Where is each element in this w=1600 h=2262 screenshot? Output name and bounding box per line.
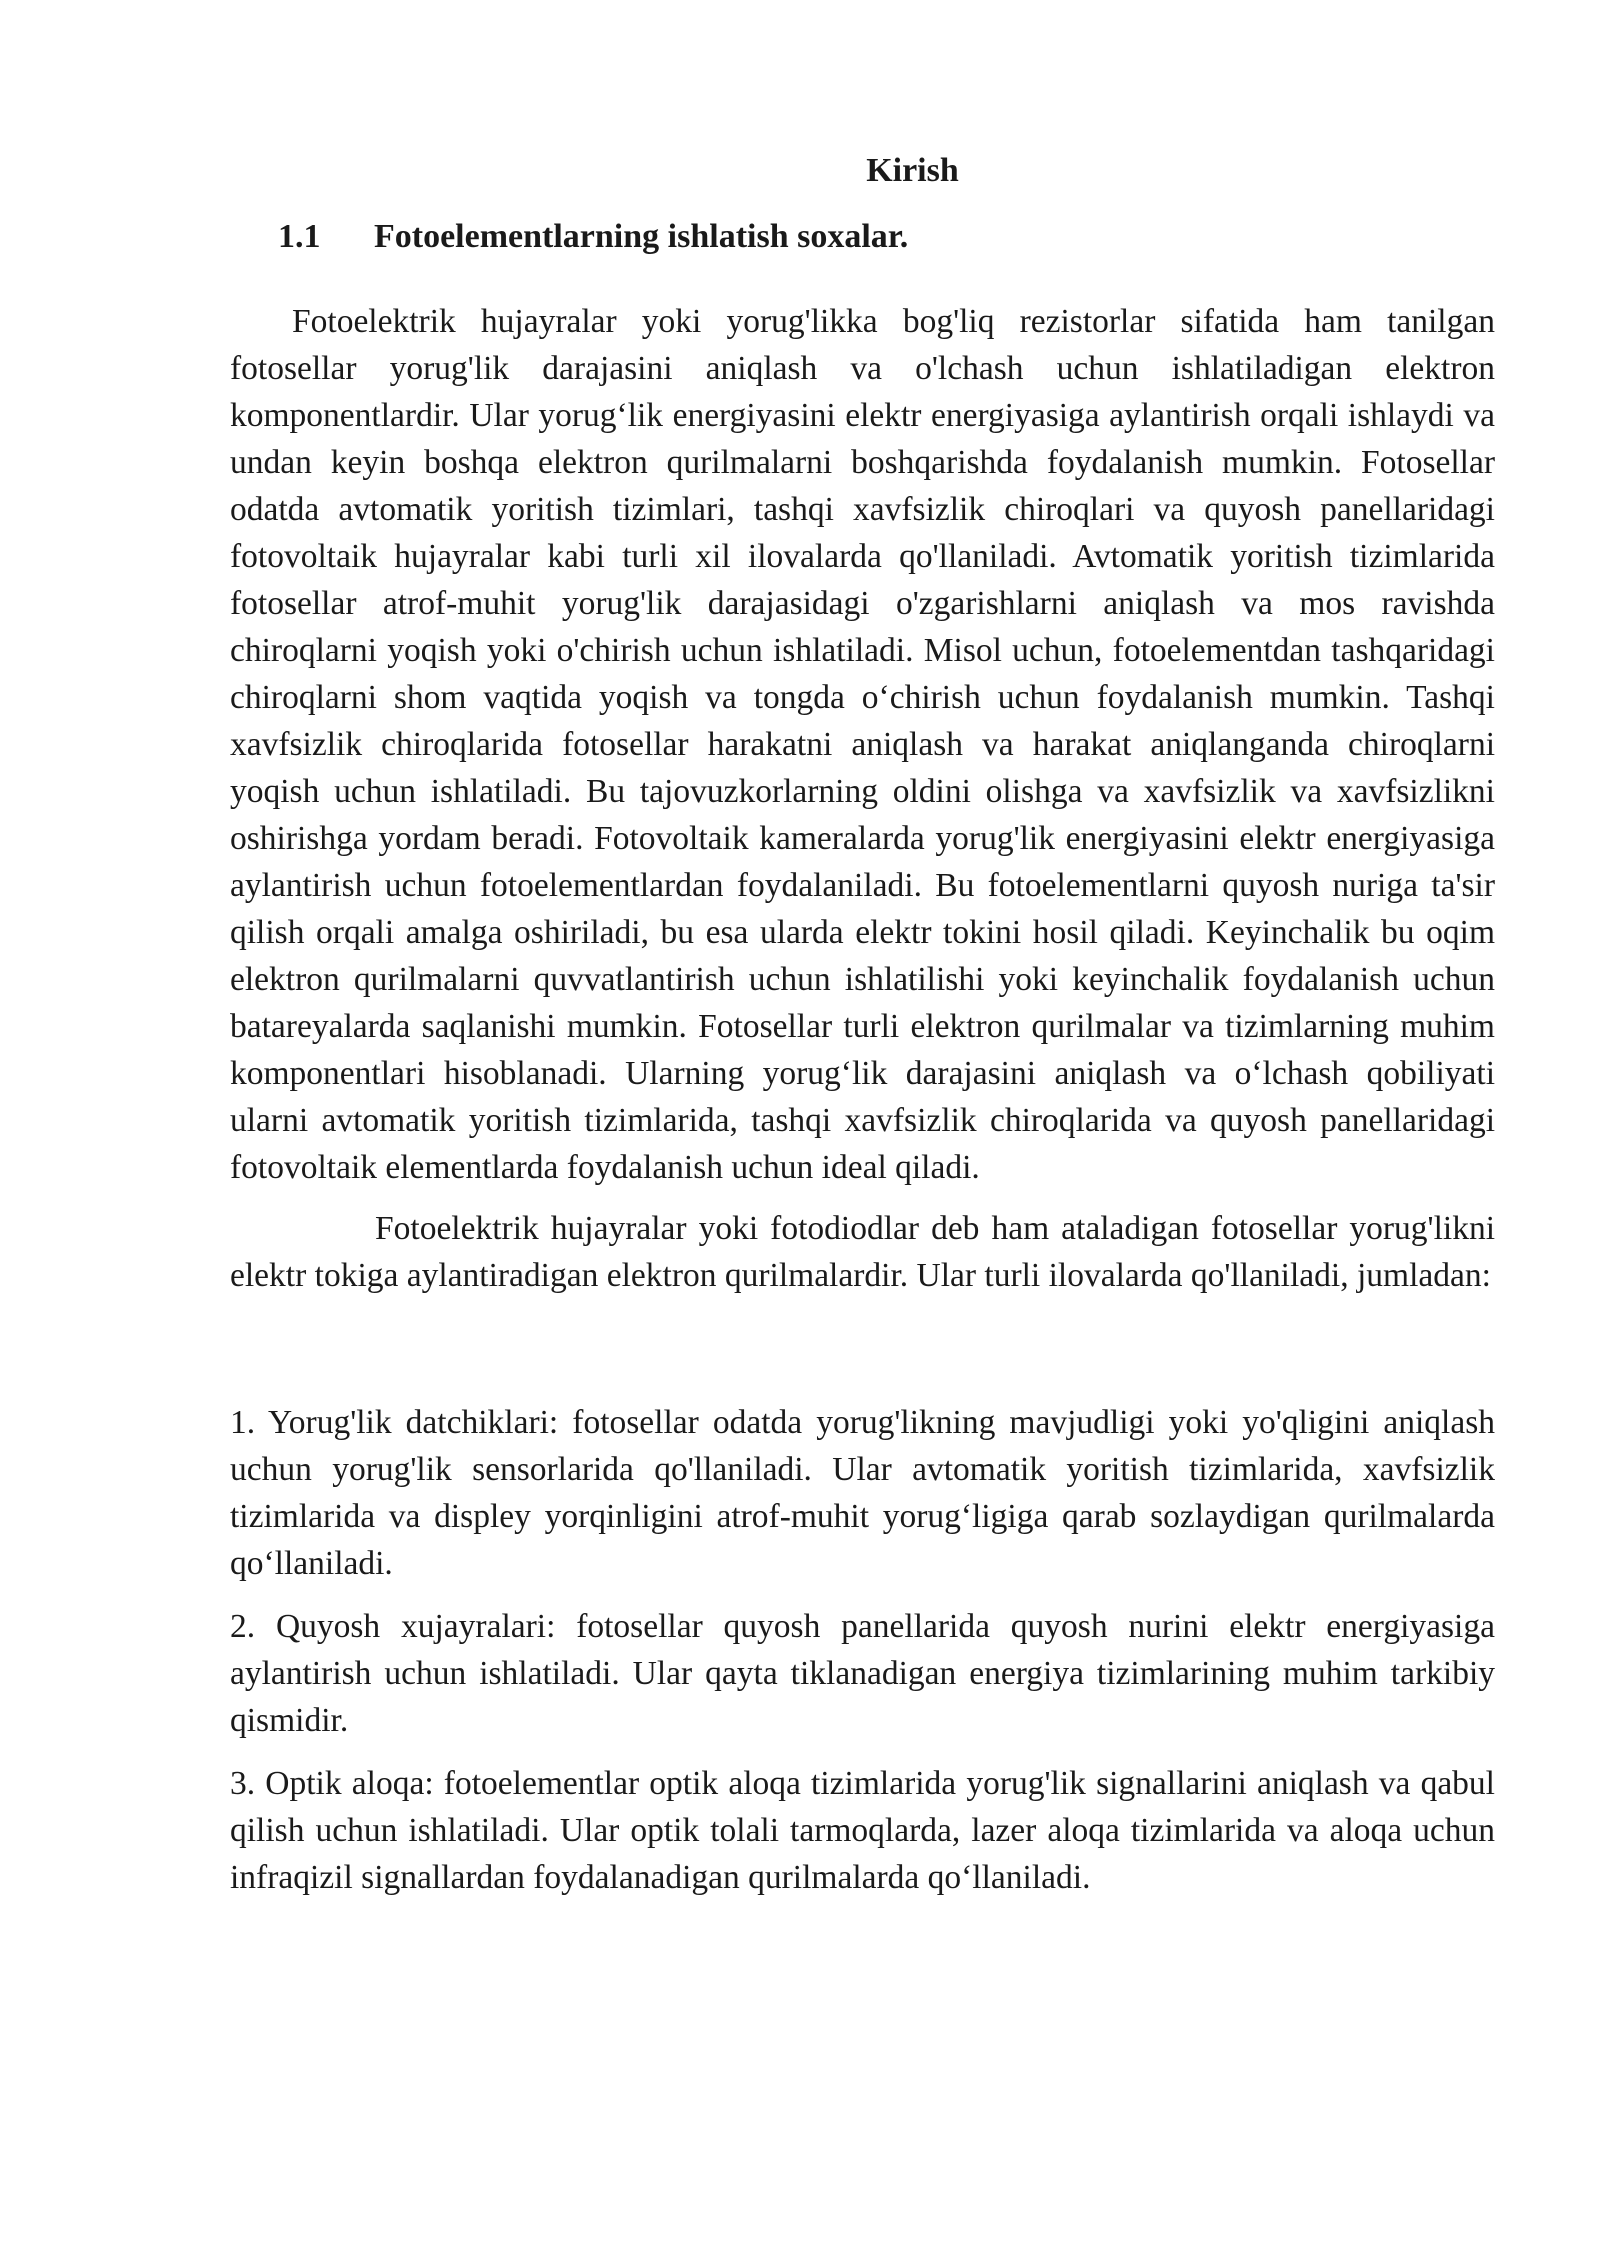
body-paragraph: Fotoelektrik hujayralar yoki fotodiodlar deb ham ataladigan fotosellar yorug'likni elektr tokiga aylantiradigan elektron qurilmalardir. Ular turli ilovalarda qo'llaniladi, jumladan: xyxy=(230,1210,1495,1294)
page-title: Kirish xyxy=(866,152,959,189)
numbered-list xyxy=(230,1399,1495,1901)
list-item: 2. Quyosh xujayralari: fotosellar quyosh panellarida quyosh nurini elektr energiyasiga aylantirish uchun ishlatiladi. Ular qayta tiklanadigan energiya tizimlarining muhim tarkibiy qismidir. xyxy=(230,1608,1495,1739)
section-number: 1.1 xyxy=(278,218,321,255)
document-page xyxy=(230,148,1495,1901)
list-item: 3. Optik aloqa: fotoelementlar optik aloqa tizimlarida yorug'lik signallarini aniqlash va qabul qilish uchun ishlatiladi. Ular optik tolali tarmoqlarda, lazer aloqa tizimlarida va aloqa uchun infraqizil signallardan foydalanadigan qurilmalarda qo‘llaniladi. xyxy=(230,1765,1495,1896)
body-paragraph: Fotoelektrik hujayralar yoki yorug'likka bog'liq rezistorlar sifatida ham tanilgan fotosellar yorug'lik darajasini aniqlash va o'lchash uchun ishlatiladigan elektron komponentlardir. Ular yorug‘lik energiyasini elektr energiyasiga aylantirish orqali ishlaydi va undan keyin boshqa elektron qurilmalarni boshqarishda foydalanish mumkin. Fotosellar odatda avtomatik yoritish tizimlari, tashqi xavfsizlik chiroqlari va quyosh panellaridagi fotovoltaik hujayralar kabi turli xil ilovalarda qo'llaniladi. Avtomatik yoritish tizimlarida fotosellar atrof-muhit yorug'lik darajasidagi o'zgarishlarni aniqlash va mos ravishda chiroqlarni yoqish yoki o'chirish uchun ishlatiladi. Misol uchun, fotoelementdan tashqaridagi chiroqlarni shom vaqtida yoqish va tongda o‘chirish uchun foydalanish mumkin. Tashqi xavfsizlik chiroqlarida fotosellar harakatni aniqlash va harakat aniqlanganda chiroqlarni yoqish uchun ishlatiladi. Bu tajovuzkorlarning oldini olishga va xavfsizlik va xavfsizlikni oshirishga yordam beradi. Fotovoltaik kameralarda yorug'lik energiyasini elektr energiyasiga aylantirish uchun fotoelementlardan foydalaniladi. Bu fotoelementlarni quyosh nuriga ta'sir qilish orqali amalga oshiriladi, bu esa ularda elektr tokini hosil qiladi. Keyinchalik bu oqim elektron qurilmalarni quvvatlantirish uchun ishlatilishi yoki keyinchalik foydalanish uchun batareyalarda saqlanishi mumkin. Fotosellar turli elektron qurilmalar va tizimlarning muhim komponentlari hisoblanadi. Ularning yorug‘lik darajasini aniqlash va o‘lchash qobiliyati ularni avtomatik yoritish tizimlarida, tashqi xavfsizlik chiroqlarida va quyosh panellaridagi fotovoltaik elementlarda foydalanish uchun ideal qiladi. xyxy=(230,303,1495,1186)
section-heading xyxy=(230,214,1495,260)
section-heading-text: Fotoelementlarning ishlatish soxalar. xyxy=(374,218,909,255)
list-item: 1. Yorug'lik datchiklari: fotosellar odatda yorug'likning mavjudligi yoki yo'qligini aniqlash uchun yorug'lik sensorlarida qo'llaniladi. Ular avtomatik yoritish tizimlarida, xavfsizlik tizimlarida va displey yorqinligini atrof-muhit yorug‘ligiga qarab sozlaydigan qurilmalarda qo‘llaniladi. xyxy=(230,1404,1495,1582)
